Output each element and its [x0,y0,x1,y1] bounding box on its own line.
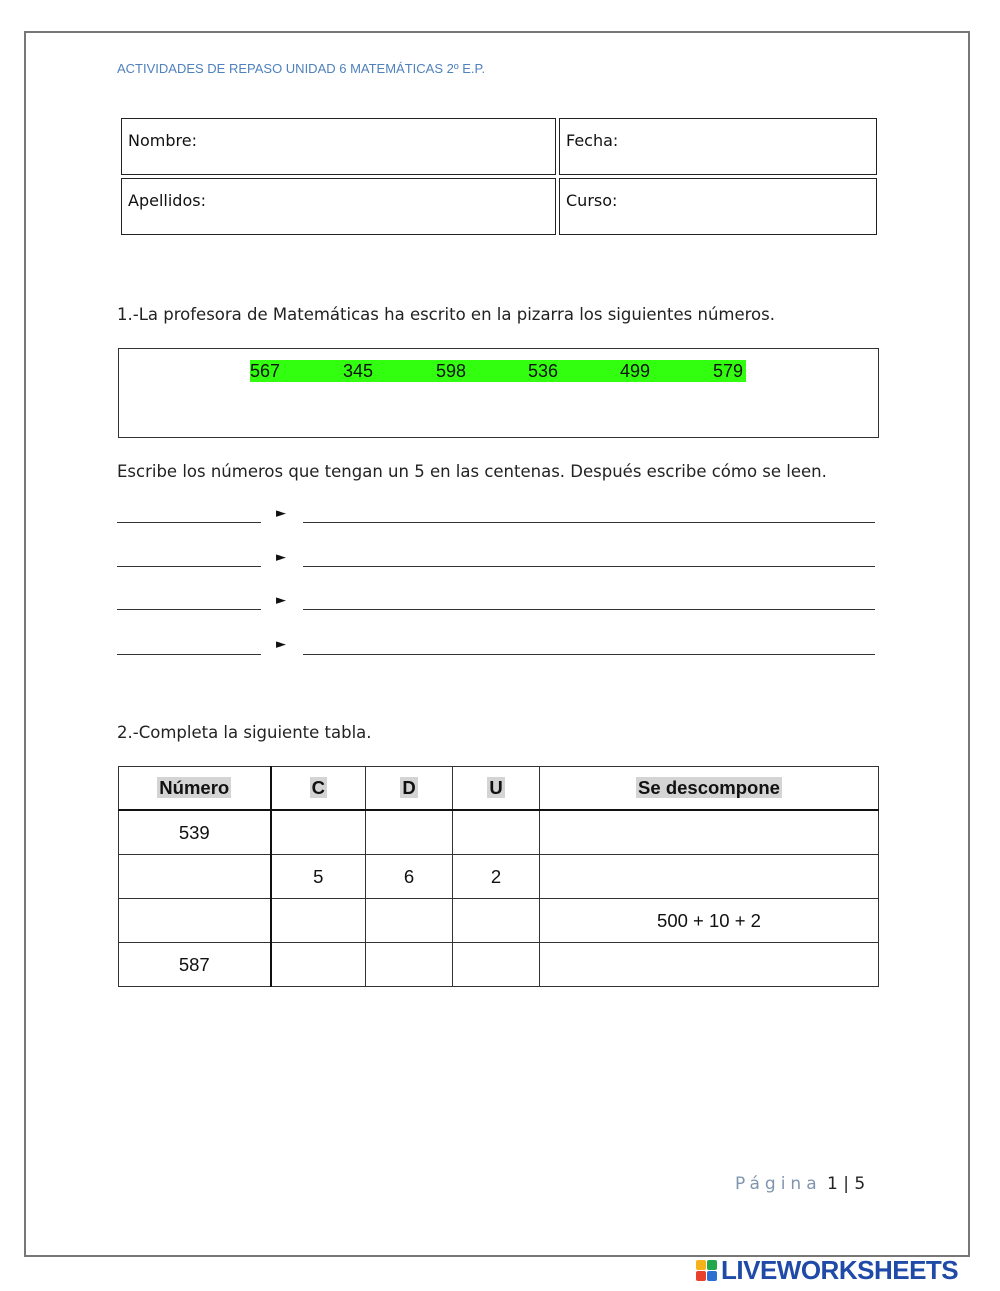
arrow-icon: ► [276,637,286,652]
page-separator: | [843,1174,849,1194]
course-field[interactable] [559,178,877,235]
header-cell: C [271,767,366,811]
table-cell[interactable] [271,810,366,855]
liveworksheets-brand[interactable] [696,1255,958,1285]
table-cell: 5 [271,855,366,899]
question-1-instruction: Escribe los números que tengan un 5 en las centenas. Después escribe cómo se leen. [117,462,827,481]
liveworksheets-logo-icon [696,1260,717,1281]
header-cell: Se descompone [540,767,879,811]
number-item: 345 [343,361,374,381]
page-footer [735,1174,865,1194]
table-cell: 6 [366,855,453,899]
date-field[interactable] [559,118,877,175]
reading-answer-line[interactable] [303,654,875,655]
header-cell: D [366,767,453,811]
header-cell: Número [119,767,271,811]
table-cell[interactable] [366,810,453,855]
number-answer-line[interactable] [117,522,261,523]
name-label: Nombre: [128,131,197,150]
brand-name: LIVEWORKSHEETS [721,1254,959,1285]
reading-answer-line[interactable] [303,566,875,567]
table-row [119,810,879,855]
document-header: ACTIVIDADES DE REPASO UNIDAD 6 MATEMÁTICAS 2º E.P. [117,61,486,76]
surname-field[interactable] [121,178,556,235]
table-cell[interactable] [366,899,453,943]
table-cell[interactable] [453,943,540,987]
page-number: 1 [827,1174,838,1194]
number-answer-line[interactable] [117,654,261,655]
table-cell: 500 + 10 + 2 [540,899,879,943]
place-value-table [118,766,879,987]
logo-square [707,1271,717,1281]
question-2-prompt: 2.-Completa la siguiente tabla. [117,723,372,742]
number-item: 598 [436,361,467,381]
logo-square [707,1260,717,1270]
table-header-row [119,767,879,811]
arrow-icon: ► [276,506,286,521]
arrow-icon: ► [276,593,286,608]
header-cell: U [453,767,540,811]
table-cell[interactable] [119,899,271,943]
number-answer-line[interactable] [117,609,261,610]
table-row [119,899,879,943]
number-item: 579 [713,361,744,381]
table-cell[interactable] [271,943,366,987]
table-cell[interactable] [540,810,879,855]
table-cell[interactable] [119,855,271,899]
date-label: Fecha: [566,131,619,150]
table-cell[interactable] [271,899,366,943]
question-1-prompt: 1.-La profesora de Matemáticas ha escrito en la pizarra los siguientes números. [117,305,775,324]
page-total: 5 [854,1174,866,1194]
table-cell[interactable] [453,899,540,943]
table-row [119,943,879,987]
logo-square [696,1271,706,1281]
name-field[interactable] [121,118,556,175]
arrow-icon: ► [276,550,286,565]
numbers-highlight [250,360,746,382]
table-cell: 539 [119,810,271,855]
table-row [119,855,879,899]
logo-square [696,1260,706,1270]
course-label: Curso: [566,191,618,210]
number-item: 536 [528,361,559,381]
table-cell: 587 [119,943,271,987]
table-cell[interactable] [366,943,453,987]
reading-answer-line[interactable] [303,609,875,610]
page-label: Página [735,1174,822,1194]
surname-label: Apellidos: [128,191,206,210]
table-cell[interactable] [453,810,540,855]
number-answer-line[interactable] [117,566,261,567]
table-cell: 2 [453,855,540,899]
reading-answer-line[interactable] [303,522,875,523]
number-item: 567 [250,361,281,381]
table-cell[interactable] [540,943,879,987]
number-item: 499 [620,361,651,381]
table-cell[interactable] [540,855,879,899]
